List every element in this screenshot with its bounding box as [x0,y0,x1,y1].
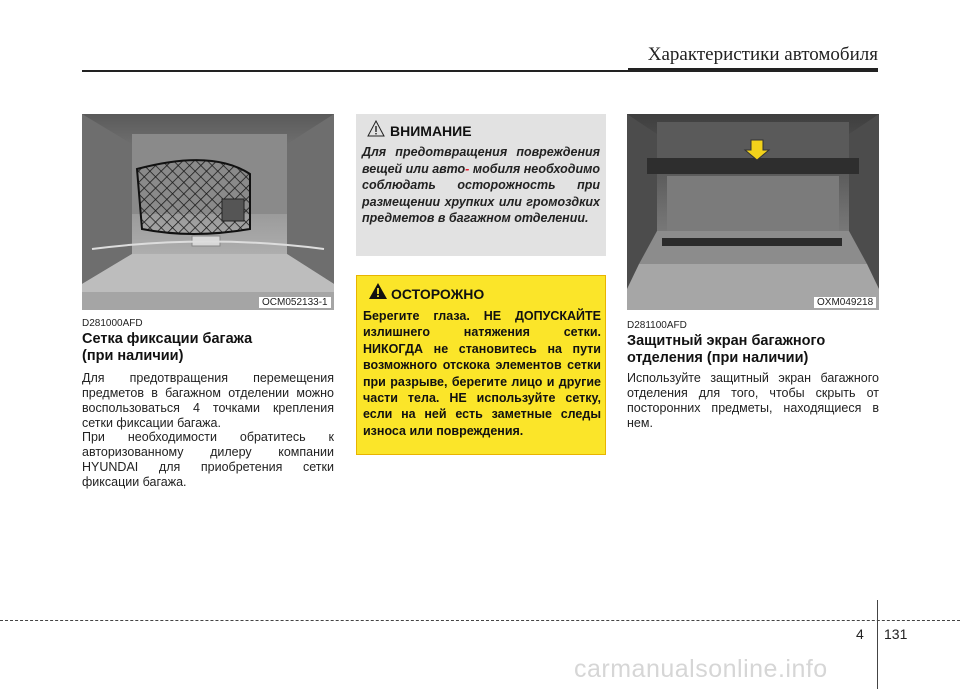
caution-text [362,144,600,227]
photo-caption: OXM049218 [814,297,876,308]
heading-line: Сетка фиксации багажа [82,331,253,347]
section-code: D281100AFD [627,320,687,331]
heading-line: Защитный экран багажного [627,333,826,349]
warning-text: Берегите глаза. НЕ ДОПУСКАЙТЕ излишнего натяжения сетки. НИКОГДА не становитесь на пути возможного отскока элементов сетки при разрыве, берегите лицо и другие части тела. НЕ используйте сетку, если на ней есть заметные следы износа или повреждения. [363,309,601,438]
cargo-cover-photo [627,114,879,310]
section-heading [627,333,879,367]
photo-caption: OCM052133-1 [259,297,331,308]
caution-text-part: Для предотвращения повреждения вещей или авто [362,145,600,176]
caution-title: ВНИМАНИЕ [390,123,472,139]
caution-triangle-icon [367,120,385,138]
footer-divider [877,600,878,689]
caution-box [356,114,606,256]
warning-triangle-icon [368,282,388,301]
caution-text-part: мобиля необходимо соблюдать осторожность при размещении хрупких или громоздких предметов в багажном отделении. [362,161,600,226]
footer-rule [0,620,960,621]
warning-box [356,275,606,455]
body-paragraph: Для предотвращения перемещения предметов в багажном отделении можно воспользоваться 4 точками крепления сетки фиксации багажа. [82,371,334,430]
page-number: 131 [884,626,908,642]
chapter-number: 4 [856,626,864,642]
body-paragraph: Используйте защитный экран багажного отделения для того, чтобы скрыть от посторонних предметы, находящиеся в нем. [627,371,879,430]
section-code: D281000AFD [82,318,143,329]
header-rule-accent [628,68,878,72]
body-paragraph: При необходимости обратитесь к авторизованному дилеру компании HYUNDAI для приобретения сетки фиксации багажа. [82,430,334,489]
cargo-net-photo [82,114,334,310]
caution-hyphen: - [465,161,470,176]
watermark: carmanualsonline.info [574,655,828,683]
section-title: Характеристики автомобиля [647,44,878,65]
warning-title: ОСТОРОЖНО [391,286,485,302]
section-heading [82,331,334,365]
heading-line: отделения (при наличии) [627,350,809,366]
heading-line: (при наличии) [82,348,184,364]
